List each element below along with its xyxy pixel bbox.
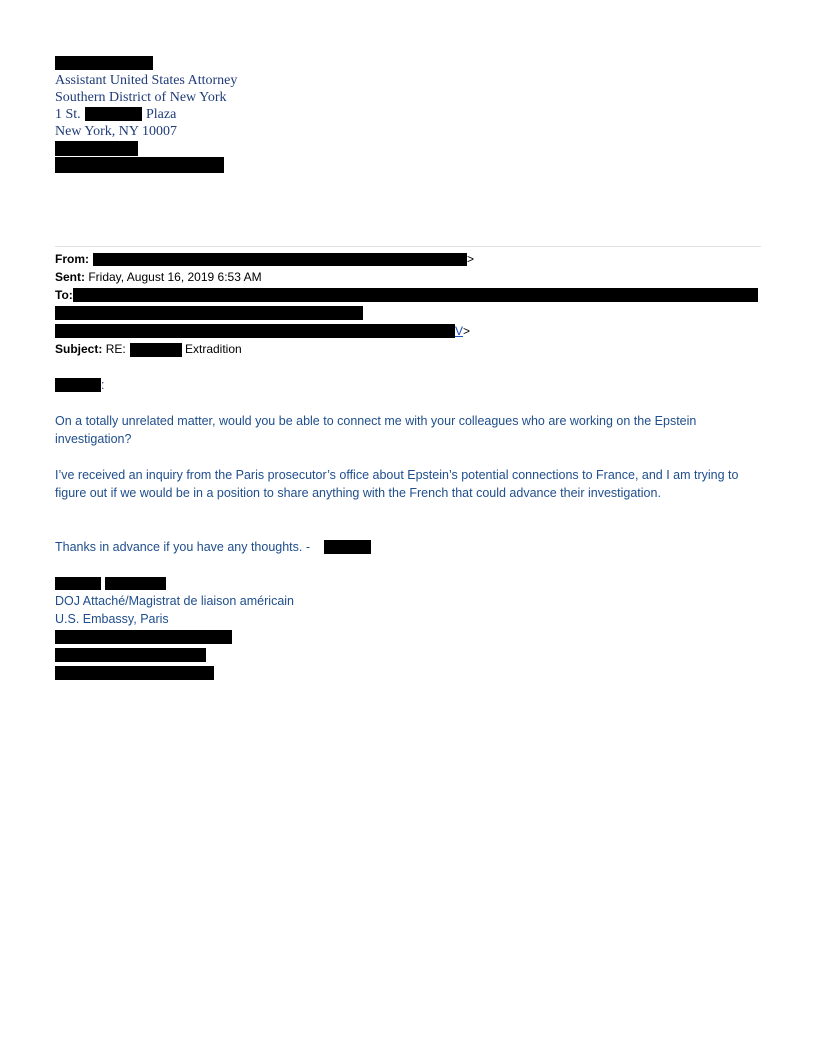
subject-label-row — [55, 340, 126, 358]
redacted-closing-name — [324, 540, 371, 554]
from-suffix: > — [467, 252, 475, 266]
to-suffix: > — [463, 324, 471, 338]
paragraph-1: On a totally unrelated matter, would you be able to connect me with your colleagues who are working on the Epstein investigation? — [55, 414, 697, 446]
greeting-suffix: : — [101, 378, 105, 392]
subject-suffix: Extradition — [185, 342, 242, 356]
sent-label: Sent: — [55, 270, 85, 284]
redacted-address-part — [85, 107, 142, 121]
subject-label: Subject: — [55, 342, 103, 356]
redacted-subject-name — [130, 343, 182, 357]
redacted-from-address — [93, 253, 467, 266]
to-line-3-tail — [455, 322, 470, 340]
redacted-name-top — [55, 56, 153, 70]
sent-row — [55, 268, 262, 286]
redacted-footer-first-name — [55, 577, 101, 590]
to-label: To: — [55, 288, 73, 302]
from-label: From: — [55, 252, 89, 266]
header-separator — [55, 246, 761, 247]
redacted-footer-last-name — [105, 577, 166, 590]
signature-address-suffix: Plaza — [146, 107, 177, 122]
to-email-link[interactable]: V — [455, 324, 464, 338]
signature-address-prefix: 1 St. — [55, 107, 81, 122]
redacted-to-line-3 — [55, 324, 455, 338]
footer-location: U.S. Embassy, Paris — [55, 612, 169, 626]
redacted-footer-line-1 — [55, 630, 232, 644]
redacted-to-line-1 — [73, 288, 758, 302]
signature-title: Assistant United States Attorney — [55, 73, 238, 88]
signature-office: Southern District of New York — [55, 90, 227, 105]
signature-city: New York, NY 10007 — [55, 124, 177, 139]
redacted-footer-line-3 — [55, 666, 214, 680]
paragraph-2: I’ve received an inquiry from the Paris prosecutor’s office about Epstein’s potential connections to France, and I am trying to figure out if we would be in a position to share anything with the French that could advance their investigation. — [55, 468, 739, 500]
redacted-greeting-name — [55, 378, 101, 392]
subject-prefix: RE: — [105, 342, 126, 356]
footer-role: DOJ Attaché/Magistrat de liaison américain — [55, 594, 294, 608]
sent-value: Friday, August 16, 2019 6:53 AM — [88, 270, 262, 284]
redacted-to-line-2 — [55, 306, 363, 320]
closing-line: Thanks in advance if you have any thoughts. - — [55, 540, 311, 554]
redacted-email — [55, 157, 224, 173]
redacted-phone — [55, 141, 138, 156]
redacted-footer-line-2 — [55, 648, 206, 662]
